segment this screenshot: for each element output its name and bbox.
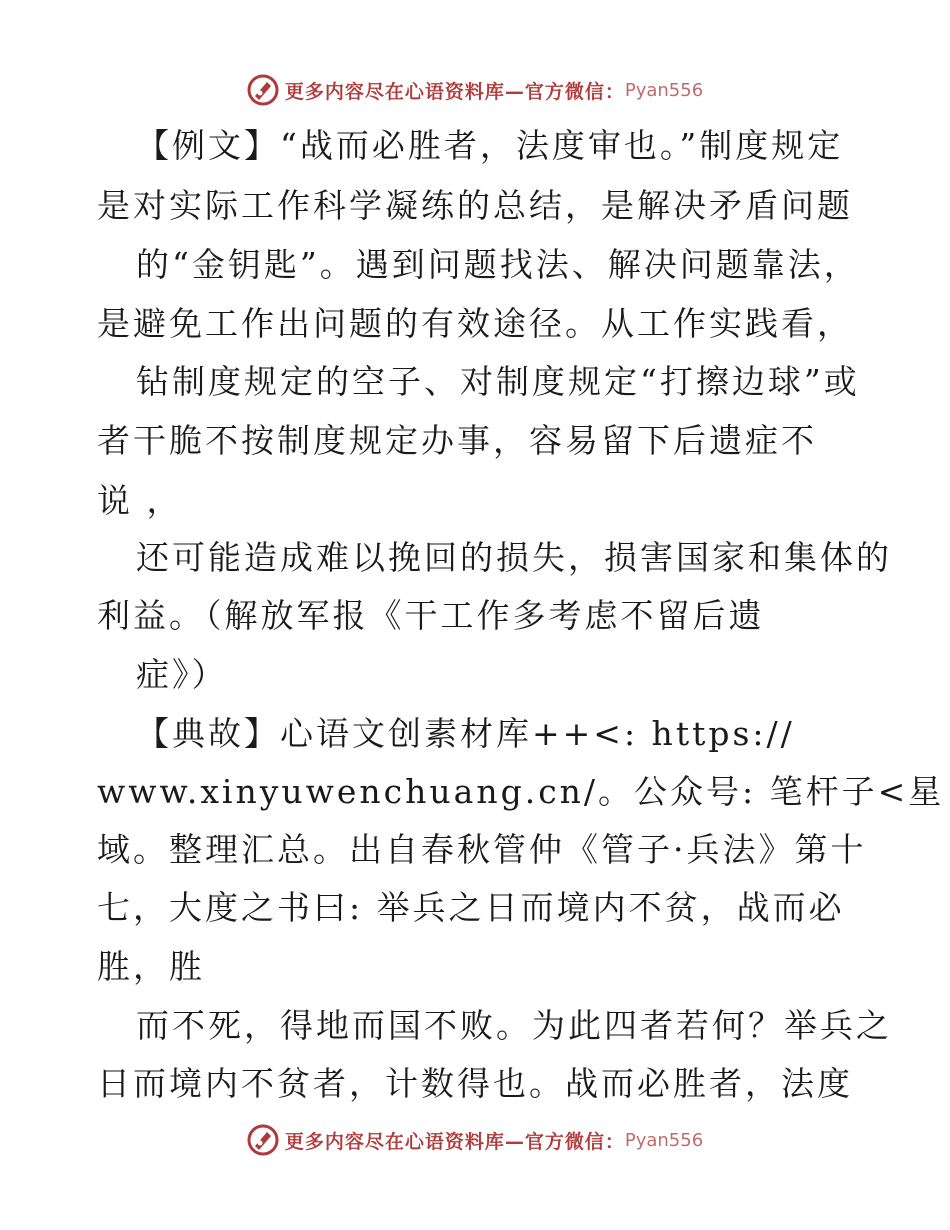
header-banner xyxy=(0,70,950,110)
text-line: 是对实际工作科学凝练的总结，是解决矛盾问题 xyxy=(97,186,853,225)
logo-icon xyxy=(247,1124,279,1156)
text-line: 而不死，得地而国不败。为此四者若何？举兵之 xyxy=(136,1006,892,1045)
banner-text: 更多内容尽在心语资料库—官方微信： xyxy=(284,1130,625,1153)
text-line: 日而境内不贫者，计数得也。战而必胜者，法度 xyxy=(97,1064,853,1103)
text-line: 症》） xyxy=(136,655,228,694)
text-line: www.xinyuwenchuang.cn/。公众号: 笔杆子<星 xyxy=(97,772,945,811)
text-line: 说 ， xyxy=(97,481,183,520)
text-line: 【例文】“战而必胜者，法度审也。”制度规定 xyxy=(136,126,844,165)
text-line: 【典故】心语文创素材库++<: https:// xyxy=(136,714,795,753)
text-line: 还可能造成难以挽回的损失，损害国家和集体的 xyxy=(136,538,892,577)
text-line: 钻制度规定的空子、对制度规定“打擦边球”或 xyxy=(136,362,860,401)
text-line: 是避免工作出问题的有效途径。从工作实践看， xyxy=(97,304,853,343)
text-line: 胜，胜 xyxy=(97,947,205,986)
banner-text: 更多内容尽在心语资料库—官方微信： xyxy=(284,80,625,103)
logo-icon xyxy=(247,74,279,106)
footer-banner xyxy=(0,1120,950,1160)
wechat-id: Pyan556 xyxy=(624,1129,704,1151)
text-line: 七，大度之书曰: 举兵之日而境内不贫，战而必 xyxy=(97,888,845,927)
text-line: 域。整理汇总。出自春秋管仲《管子·兵法》第十 xyxy=(97,830,867,869)
text-line: 者干脆不按制度规定办事，容易留下后遗症不 xyxy=(97,421,817,460)
wechat-id: Pyan556 xyxy=(624,79,704,101)
text-line: 的“金钥匙”。遇到问题找法、解决问题靠法， xyxy=(136,245,860,284)
text-line: 利益。（解放军报《干工作多考虑不留后遗 xyxy=(97,596,765,635)
